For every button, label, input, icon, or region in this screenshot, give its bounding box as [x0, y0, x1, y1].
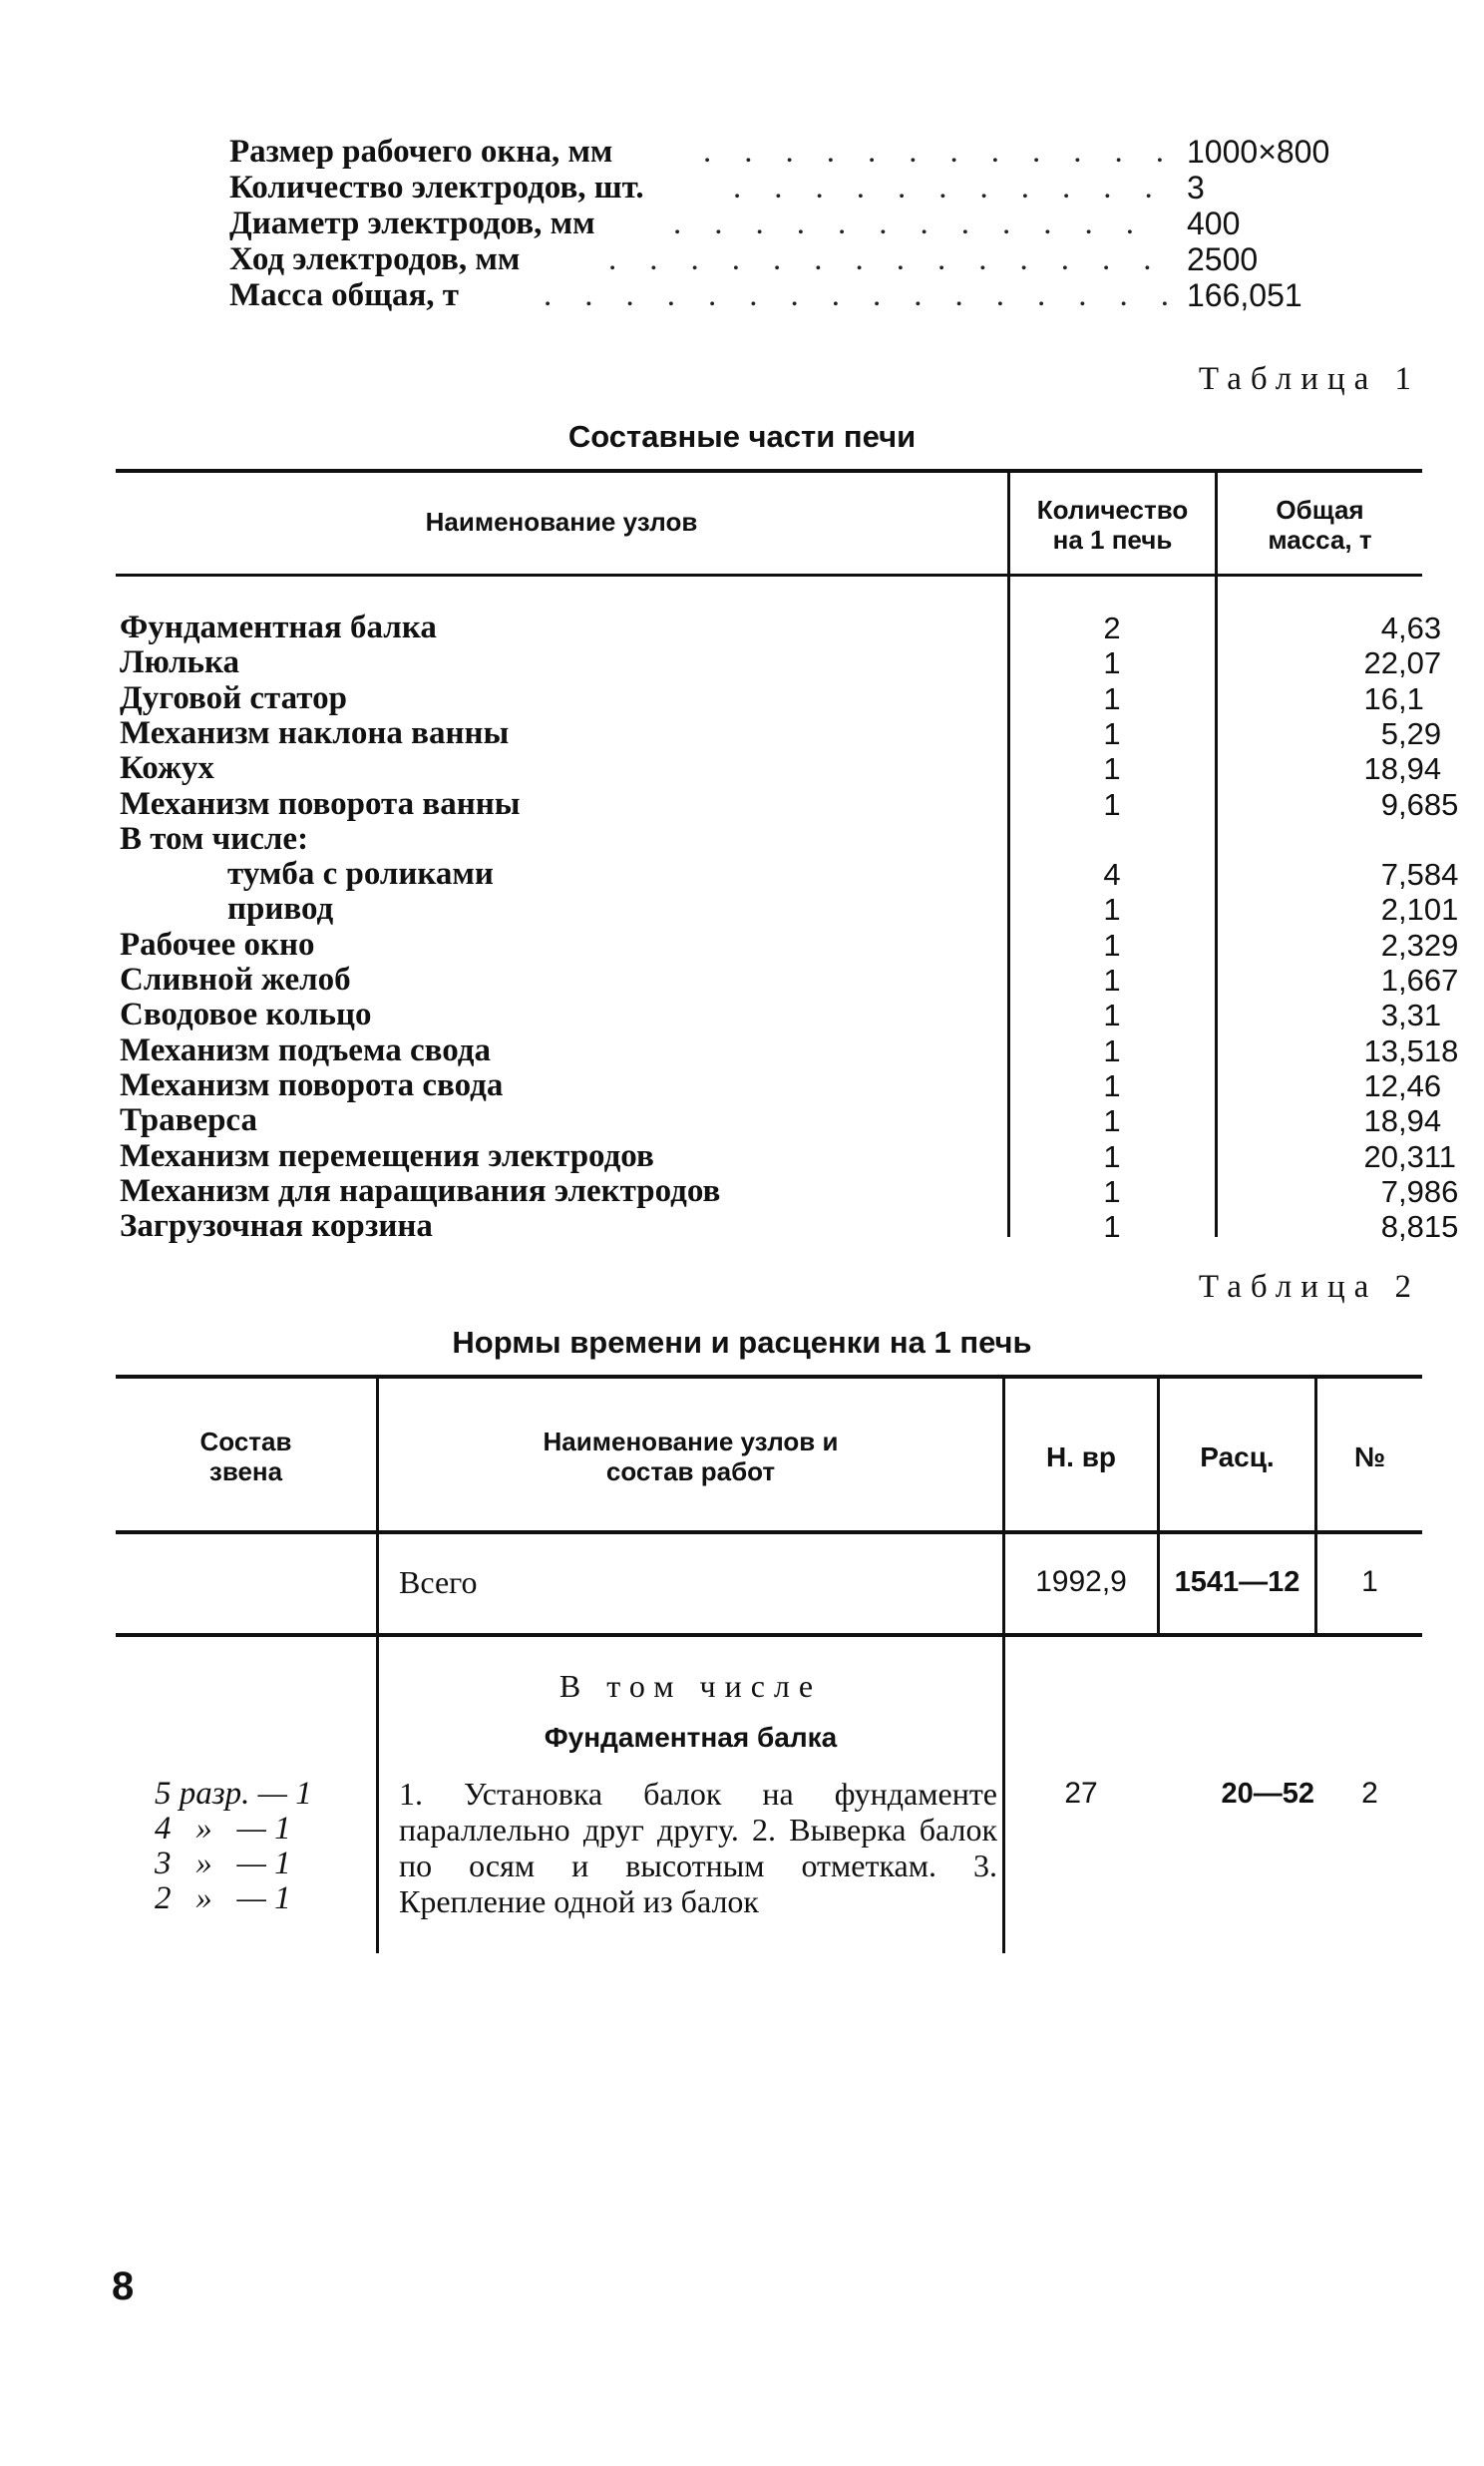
table-row — [120, 750, 1442, 787]
total-rate: 1541—12 — [1174, 1566, 1300, 1598]
row-qty: 1 — [1103, 786, 1121, 822]
row-mass: 12,46 — [1363, 1067, 1442, 1103]
total-label: Всего — [399, 1564, 478, 1600]
row-name: Механизм перемещения электродов — [120, 1137, 654, 1174]
spec-value: 166,051 — [1187, 277, 1302, 313]
row-qty: 2 — [1103, 611, 1121, 645]
row-name: В том числе: — [120, 820, 309, 857]
row-name: Сводовое кольцо — [120, 997, 372, 1033]
row-name: Кожух — [120, 750, 214, 787]
row-qty: 1 — [1103, 963, 1121, 998]
crew-line: 3 » — 1 — [155, 1846, 291, 1881]
row-name: Фундаментная балка — [120, 610, 437, 645]
crew-line: 2 » — 1 — [155, 1880, 291, 1916]
row-name: Механизм наклона ванны — [120, 714, 510, 751]
row-qty: 1 — [1103, 645, 1121, 681]
spec-value: 3 — [1187, 170, 1205, 206]
row-mass: 2,101 — [1380, 892, 1459, 928]
total-time: 1992,9 — [1035, 1565, 1127, 1598]
row-qty: 1 — [1103, 715, 1121, 751]
row-name: Механизм поворота свода — [120, 1066, 504, 1103]
table1-header-rule — [116, 574, 1422, 577]
section-label: В том числе — [558, 1668, 823, 1704]
row-name: Сливной желоб — [120, 962, 351, 998]
dot-leader: . . . . . . . . . . . — [733, 170, 1153, 206]
table-row — [120, 1172, 1459, 1209]
table-row — [120, 822, 1376, 857]
row-mass: 18,94 — [1363, 751, 1442, 787]
row-mass: 3,31 — [1380, 998, 1442, 1033]
row-mass: 7,584 — [1380, 857, 1459, 893]
table2-title: Нормы времени и расценки на 1 печь — [452, 1325, 1032, 1360]
row-name: Люлька — [120, 644, 239, 681]
item-rate: 20—52 — [1221, 1778, 1314, 1810]
table-row — [120, 714, 1442, 751]
row-qty: 1 — [1103, 680, 1121, 716]
table-row — [120, 962, 1459, 998]
spec-label: Диаметр электродов, мм — [229, 206, 595, 241]
row-mass: 20,311 — [1363, 1138, 1457, 1174]
row-qty: 1 — [1103, 751, 1121, 787]
dot-leader: . . . . . . . . . . . . . . . . — [544, 277, 1169, 313]
row-qty: 1 — [1103, 1032, 1121, 1068]
table-row — [120, 610, 1442, 645]
table2-header-no: № — [1353, 1441, 1386, 1472]
table1-top-rule — [116, 469, 1422, 473]
table-row — [120, 1031, 1459, 1068]
table2-header-rate: Расц. — [1200, 1441, 1275, 1472]
table-row — [120, 1137, 1457, 1174]
spec-value: 2500 — [1187, 241, 1259, 277]
page-number: 8 — [112, 2264, 135, 2308]
row-qty: 1 — [1103, 998, 1121, 1033]
row-mass: 2,329 — [1380, 927, 1459, 963]
row-mass: 13,518 — [1363, 1032, 1459, 1068]
spec-label: Количество электродов, шт. — [229, 170, 644, 206]
table1-header-mass: Общая масса, т — [1268, 495, 1372, 555]
row-name: Траверса — [120, 1102, 257, 1139]
row-qty: 1 — [1103, 1067, 1121, 1103]
subsection-title: Фундаментная балка — [544, 1722, 838, 1753]
item-no: 2 — [1361, 1777, 1378, 1810]
row-mass: 5,29 — [1380, 715, 1442, 751]
row-qty: 1 — [1103, 1103, 1121, 1139]
row-mass: 18,94 — [1363, 1103, 1442, 1139]
row-name: Механизм поворота ванны — [120, 785, 521, 822]
work-description: 1. Установка балок на фундаменте параллельно друг другу. 2. Выверка балок по осям и высотным отметкам. 3. Крепление одной из балок — [399, 1776, 997, 1919]
spec-label: Размер рабочего окна, мм — [229, 134, 613, 170]
row-qty: 1 — [1103, 1173, 1121, 1209]
spec-value: 400 — [1187, 206, 1241, 241]
dot-leader: . . . . . . . . . . . . . . — [608, 241, 1152, 277]
table-row — [120, 785, 1459, 822]
dot-leader: . . . . . . . . . . . . — [673, 206, 1134, 241]
row-name: Дуговой статор — [120, 679, 347, 716]
table2-number: Таблица 2 — [1198, 1269, 1420, 1305]
row-mass: 22,07 — [1363, 645, 1442, 681]
table2-header-rule — [116, 1530, 1422, 1534]
table1-header-qty: Количество на 1 печь — [1036, 495, 1189, 555]
table-row — [120, 1102, 1442, 1139]
table-row — [120, 926, 1459, 963]
table1-title: Составные части печи — [567, 419, 917, 454]
table2-top-rule — [116, 1375, 1422, 1379]
spec-value: 1000×800 — [1187, 134, 1330, 170]
table-row — [120, 856, 1459, 893]
row-qty: 4 — [1103, 857, 1121, 893]
row-mass: 16,1 — [1363, 680, 1424, 716]
row-mass: 9,685 — [1380, 786, 1459, 822]
row-name: тумба с роликами — [227, 856, 494, 893]
table1-header-name: Наименование узлов — [425, 507, 698, 537]
item-time: 27 — [1064, 1777, 1098, 1810]
table2-header-work: Наименование узлов и состав работ — [543, 1427, 839, 1486]
total-no: 1 — [1361, 1565, 1378, 1598]
row-name: Механизм для наращивания электродов — [120, 1172, 721, 1209]
row-mass: 8,815 — [1380, 1209, 1459, 1245]
table-row — [120, 679, 1424, 716]
crew-line: 4 » — 1 — [155, 1811, 291, 1847]
table2-total-rule — [116, 1633, 1422, 1637]
spec-label: Масса общая, т — [229, 277, 460, 313]
row-name: Рабочее окно — [120, 926, 315, 963]
row-qty: 1 — [1103, 1209, 1121, 1245]
row-name: Механизм подъема свода — [120, 1031, 491, 1068]
row-mass: 7,986 — [1380, 1173, 1459, 1209]
table-row — [120, 891, 1459, 928]
crew-line: 5 разр. — 1 — [155, 1776, 312, 1812]
dot-leader: . . . . . . . . . . . . — [703, 134, 1164, 170]
table-row — [120, 1066, 1442, 1103]
row-mass: 1,667 — [1380, 963, 1459, 998]
row-qty: 1 — [1103, 892, 1121, 928]
row-name: привод — [227, 891, 334, 928]
row-mass: 4,63 — [1380, 611, 1442, 645]
row-qty: 1 — [1103, 1138, 1121, 1174]
row-name: Загрузочная корзина — [120, 1208, 433, 1245]
row-qty: 1 — [1103, 927, 1121, 963]
table-row — [120, 997, 1442, 1033]
spec-label: Ход электродов, мм — [229, 241, 521, 277]
table-row — [120, 644, 1442, 681]
table2-header-crew: Состав звена — [199, 1427, 292, 1486]
table1-number: Таблица 1 — [1198, 361, 1420, 397]
table2-header-time: Н. вр — [1045, 1441, 1117, 1472]
table-row — [120, 1208, 1459, 1245]
